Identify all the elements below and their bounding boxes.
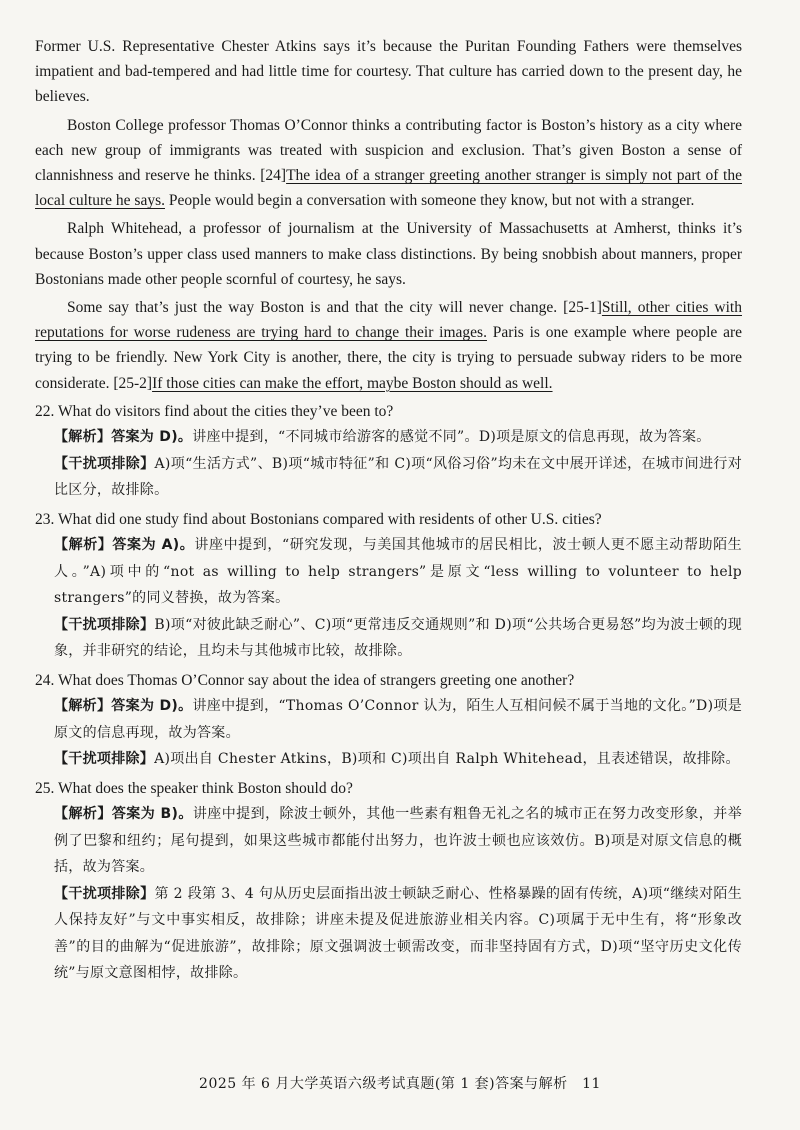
analysis-23 [36, 532, 742, 612]
distractor-tag: 【干扰项排除】 [54, 751, 155, 768]
analysis-24 [36, 693, 742, 746]
distractor-tag: 【干扰项排除】 [54, 616, 155, 633]
passage-paragraph-2-text-b: People would begin a conversation with someone they know, but not with a stranger. [164, 192, 695, 210]
passage-paragraph-3: Ralph Whitehead, a professor of journalism at the University of Massachusetts at Amherst, thinks it’s because Boston’s upper class used manners to make class distinctions. By being snobbish about manners, proper Bostonians made other people scornful of courtesy, he says. [35, 220, 742, 288]
passage-underlined-25-2: If those cities can make the effort, maybe Boston should as well. [152, 374, 553, 392]
distractor-text: A)项“生活方式”、B)项“城市特征”和 C)项“风俗习俗”均未在文中展开详述，在城市间进行对比区分，故排除。 [54, 455, 742, 499]
question-22: 22. What do visitors find about the cities they’ve been to? [35, 402, 394, 420]
distractor-23 [36, 612, 742, 665]
passage-underlined-25-1: Still, other cities with reputations for worse rudeness are trying hard to change their images. [35, 299, 742, 342]
analysis-25 [36, 801, 742, 881]
question-25: 25. What does the speaker think Boston should do? [35, 779, 353, 797]
page-footer: 2025 年 6 月大学英语六级考试真题(第 1 套)答案与解析 11 [199, 1076, 601, 1092]
analysis-tag: 【解析】答案为 D)。 [54, 698, 193, 715]
distractor-25 [36, 881, 742, 987]
passage-paragraph-2 [35, 113, 742, 214]
question-block-24 [35, 668, 742, 773]
distractor-tag: 【干扰项排除】 [54, 885, 155, 902]
distractor-text: 第 2 段第 3、4 句从历史层面指出波士顿缺乏耐心、性格暴躁的固有传统，A)项“继续对陌生人保持友好”与文中事实相反，故排除；讲座未提及促进旅游业相关内容。C)项属于无中生有，将“形象改善”的目的曲解为“促进旅游”，故排除；原文强调波士顿需改变，而非坚持固有方式，D)项“坚守历史文化传统”与原文意图相悖，故排除。 [54, 885, 742, 982]
passage-paragraph-2-text-a: Boston College professor Thomas O’Connor thinks a contributing factor is Boston’s history as a city where each new group of immigrants was treated with suspicion and exclusion. That’s given Boston a sense of clannishness and reserve he thinks. [24] [35, 116, 742, 185]
question-block-25 [35, 776, 742, 987]
passage-underlined-24: The idea of a stranger greeting another stranger is simply not part of the local culture he says. [35, 167, 742, 210]
analysis-tag: 【解析】答案为 A)。 [54, 537, 195, 554]
distractor-tag: 【干扰项排除】 [54, 455, 155, 472]
distractor-text: A)项出自 Chester Atkins，B)项和 C)项出自 Ralph Whitehead，且表述错误，故排除。 [154, 751, 740, 768]
question-block-22 [35, 399, 742, 504]
analysis-text: 讲座中提到，除波士顿外，其他一些素有粗鲁无礼之名的城市正在努力改变形象，并举例了巴黎和纽约；尾句提到，如果这些城市都能付出努力，也许波士顿也应该效仿。B)项是对原文信息的概括，故为答案。 [54, 806, 742, 876]
question-23: 23. What did one study find about Bostonians compared with residents of other U.S. cities? [35, 510, 602, 528]
question-block-23 [35, 507, 742, 665]
analysis-text: 讲座中提到，“Thomas O’Connor 认为，陌生人互相问候不属于当地的文化。”D)项是原文的信息再现，故为答案。 [54, 698, 742, 741]
analysis-tag: 【解析】答案为 D)。 [54, 429, 193, 446]
analysis-text: 讲座中提到，“不同城市给游客的感觉不同”。D)项是原文的信息再现，故为答案。 [192, 429, 711, 446]
passage-paragraph-4 [35, 295, 742, 396]
distractor-24 [36, 746, 742, 773]
distractor-22 [36, 451, 742, 504]
passage-paragraph-1: Former U.S. Representative Chester Atkins says it’s because the Puritan Founding Fathers were themselves impatient and bad-tempered and had little time for courtesy. That culture has carried down to the present day, he believes. [35, 38, 742, 106]
question-24: 24. What does Thomas O’Connor say about the idea of strangers greeting one another? [35, 671, 575, 689]
distractor-text: B)项“对彼此缺乏耐心”、C)项“更常违反交通规则”和 D)项“公共场合更易怒”均为波士顿的现象，并非研究的结论，且均未与其他城市比较，故排除。 [54, 616, 742, 660]
analysis-tag: 【解析】答案为 B)。 [54, 806, 193, 823]
passage-paragraph-4-text-b: Paris is one example where people are trying to be friendly. New York City is another, there, the city is trying to persuade subway riders to be more considerate. [25-2] [35, 324, 742, 392]
analysis-text: 讲座中提到，“研究发现，与美国其他城市的居民相比，波士顿人更不愿主动帮助陌生人。”A)项中的“not as willing to help strangers”是原文“less willing to volunteer to help strangers”的同义替换，故为答案。 [54, 537, 742, 607]
passage-paragraph-4-text-a: Some say that’s just the way Boston is and that the city will never change. [25-1] [67, 299, 602, 317]
analysis-22 [36, 424, 742, 451]
